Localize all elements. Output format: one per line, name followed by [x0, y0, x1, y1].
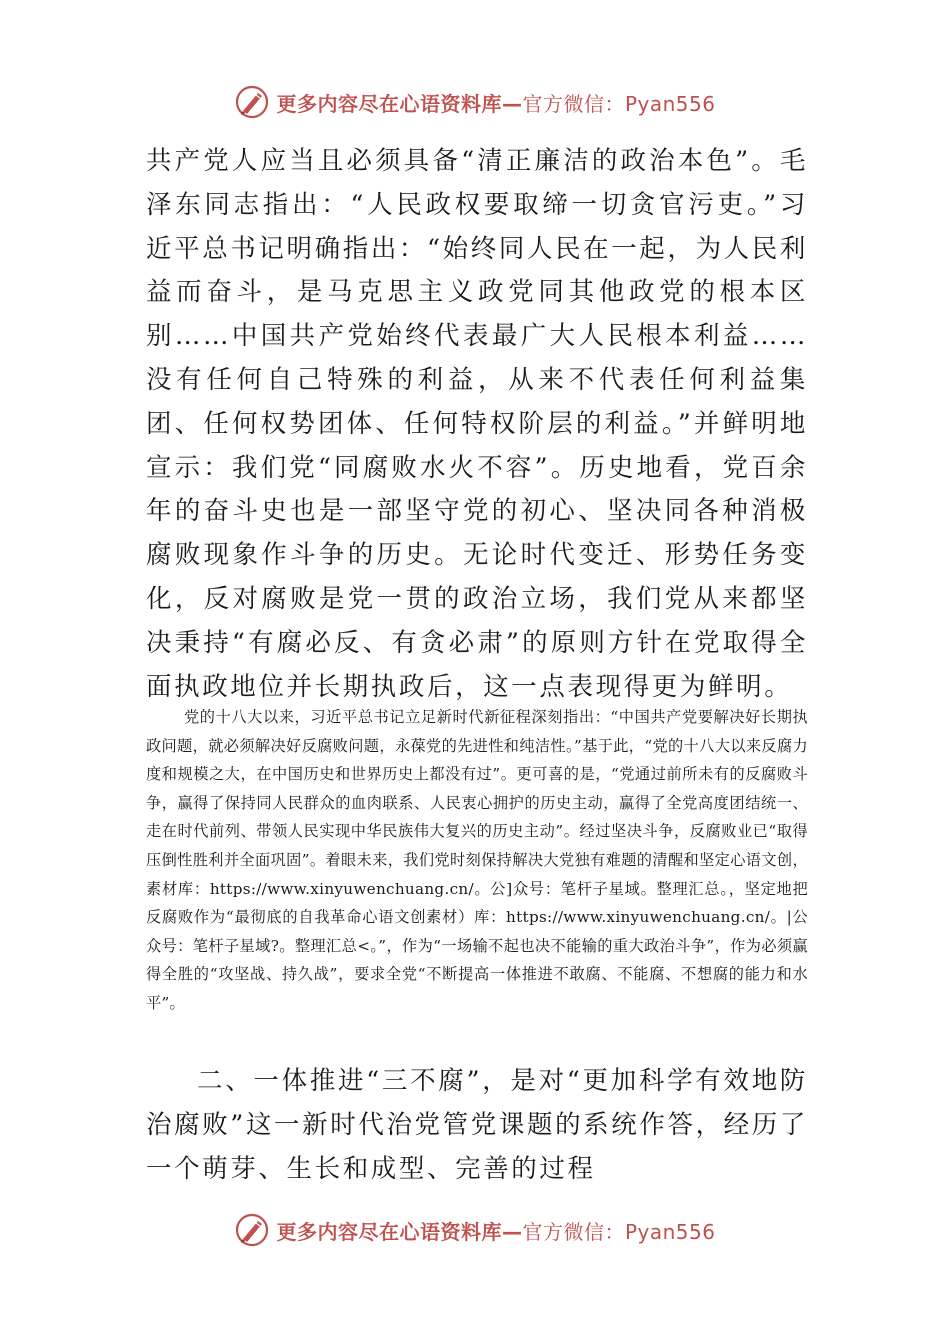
- banner-dash: —: [501, 91, 523, 116]
- pen-logo-icon: [234, 84, 270, 120]
- banner-text: [276, 1216, 715, 1245]
- banner-title: 更多内容尽在心语资料库: [276, 91, 502, 116]
- banner-wechat: 官方微信：Pyan556: [522, 1219, 716, 1244]
- banner-title: 更多内容尽在心语资料库: [276, 1219, 502, 1244]
- banner-dash: —: [501, 1219, 523, 1244]
- body-paragraph-1: 共产党人应当且必须具备“清正廉洁的政治本色”。毛泽东同志指出：“人民政权要取缔一切贪官污吏。”习近平总书记明确指出：“始终同人民在一起，为人民利益而奋斗，是马克思主义政党同其他政党的根本区别……中国共产党始终代表最广大人民根本利益……没有任何自己特殊的利益，从来不代表任何利益集团、任何权势团体、任何特权阶层的利益。”并鲜明地宣示：我们党“同腐败水火不容”。历史地看，党百余年的奋斗史也是一部坚守党的初心、坚决同各种消极腐败现象作斗争的历史。无论时代变迁、形势任务变化，反对腐败是党一贯的政治立场，我们党从来都坚决秉持“有腐必反、有贪必肃”的原则方针在党取得全面执政地位并长期执政后，这一点表现得更为鲜明。: [146, 146, 808, 702]
- body-paragraph-2: 党的十八大以来，习近平总书记立足新时代新征程深刻指出：“中国共产党要解决好长期执政问题，就必须解决好反腐败问题，永葆党的先进性和纯洁性。”基于此，“党的十八大以来反腐力度和规模之大，在中国历史和世界历史上都没有过”。更可喜的是，“党通过前所未有的反腐败斗争，赢得了保持同人民群众的血肉联系、人民衷心拥护的历史主动，赢得了全党高度团结统一、走在时代前列、带领人民实现中华民族伟大复兴的历史主动”。经过坚决斗争，反腐败业已“取得压倒性胜利并全面巩固”。着眼未来，我们党时刻保持解决大党独有难题的清醒和坚定心语文创，素材库：https://www.xinyuwenchuang.cn/。公]众号：笔杆子星域。整理汇总。，坚定地把反腐败作为“最彻底的自我革命心语文创素材）库：https://www.xinyuwenchuang.cn/。|公众号：笔杆子星域?。整理汇总<。”，作为“一场输不起也决不能输的重大政治斗争”，作为必须赢得全胜的“攻坚战、持久战”，要求全党“不断提高一体推进不敢腐、不能腐、不想腐的能力和水平”。: [146, 708, 808, 1012]
- banner-wechat: 官方微信：Pyan556: [522, 91, 716, 116]
- footer-banner: [0, 1208, 950, 1252]
- pen-logo-icon: [234, 1212, 270, 1248]
- section-heading: 二、一体推进“三不腐”，是对“更加科学有效地防治腐败”这一新时代治党管党课题的系统作答，经历了一个萌芽、生长和成型、完善的过程: [146, 1066, 808, 1184]
- banner-text: [276, 88, 715, 117]
- header-banner: [0, 80, 950, 124]
